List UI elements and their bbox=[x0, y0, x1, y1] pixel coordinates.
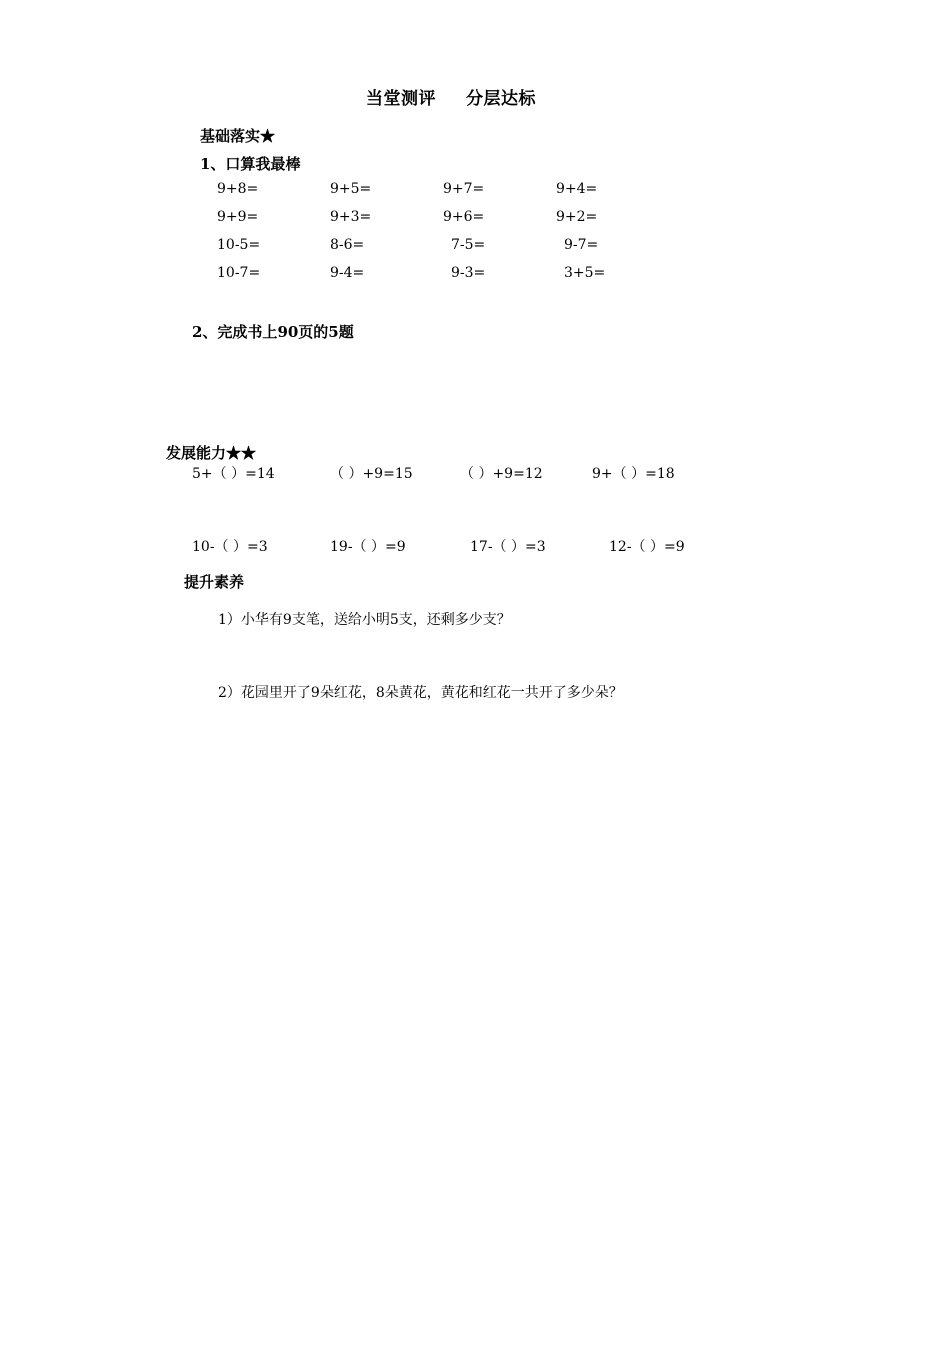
equation: 9+5= bbox=[330, 181, 372, 197]
equation: 9+2= bbox=[556, 209, 598, 225]
equation: 8-6= bbox=[330, 237, 365, 253]
equation: 9+3= bbox=[330, 209, 372, 225]
question-2-title: 2、完成书上90页的5题 bbox=[192, 323, 354, 341]
section-develop-heading: 发展能力★★ bbox=[166, 444, 257, 462]
equation: 3+5= bbox=[564, 265, 606, 281]
equation: 10-5= bbox=[217, 237, 261, 253]
word-problem-2: 2）花园里开了9朵红花，8朵黄花，黄花和红花一共开了多少朵？ bbox=[218, 685, 623, 701]
equation: 9+7= bbox=[443, 181, 485, 197]
blank-equation: 5+（ ）=14 bbox=[192, 466, 275, 482]
equation: 9-3= bbox=[451, 265, 486, 281]
equation: 7-5= bbox=[451, 237, 486, 253]
blank-equation: 17-（ ）=3 bbox=[470, 539, 546, 555]
equation: 9-7= bbox=[564, 237, 599, 253]
section-basic-heading: 基础落实★ bbox=[200, 127, 276, 145]
blank-equation: 12-（ ）=9 bbox=[609, 539, 685, 555]
blank-equation: 10-（ ）=3 bbox=[192, 539, 268, 555]
blank-equation: 9+（ ）=18 bbox=[592, 466, 675, 482]
page-title bbox=[0, 84, 902, 109]
equation: 10-7= bbox=[217, 265, 261, 281]
question-1-title: 1、口算我最棒 bbox=[200, 155, 301, 173]
blank-equation: （ ）+9=15 bbox=[330, 466, 413, 482]
word-problem-1: 1）小华有9支笔，送给小明5支，还剩多少支？ bbox=[218, 612, 511, 628]
title-part-2: 分层达标 bbox=[466, 89, 536, 109]
equation: 9-4= bbox=[330, 265, 365, 281]
equation: 9+6= bbox=[443, 209, 485, 225]
equation: 9+4= bbox=[556, 181, 598, 197]
blank-equation: （ ）+9=12 bbox=[460, 466, 543, 482]
equation: 9+9= bbox=[217, 209, 259, 225]
title-part-1: 当堂测评 bbox=[366, 89, 436, 109]
blank-equation: 19-（ ）=9 bbox=[330, 539, 406, 555]
section-improve-heading: 提升素养 bbox=[184, 573, 245, 591]
equation: 9+8= bbox=[217, 181, 259, 197]
